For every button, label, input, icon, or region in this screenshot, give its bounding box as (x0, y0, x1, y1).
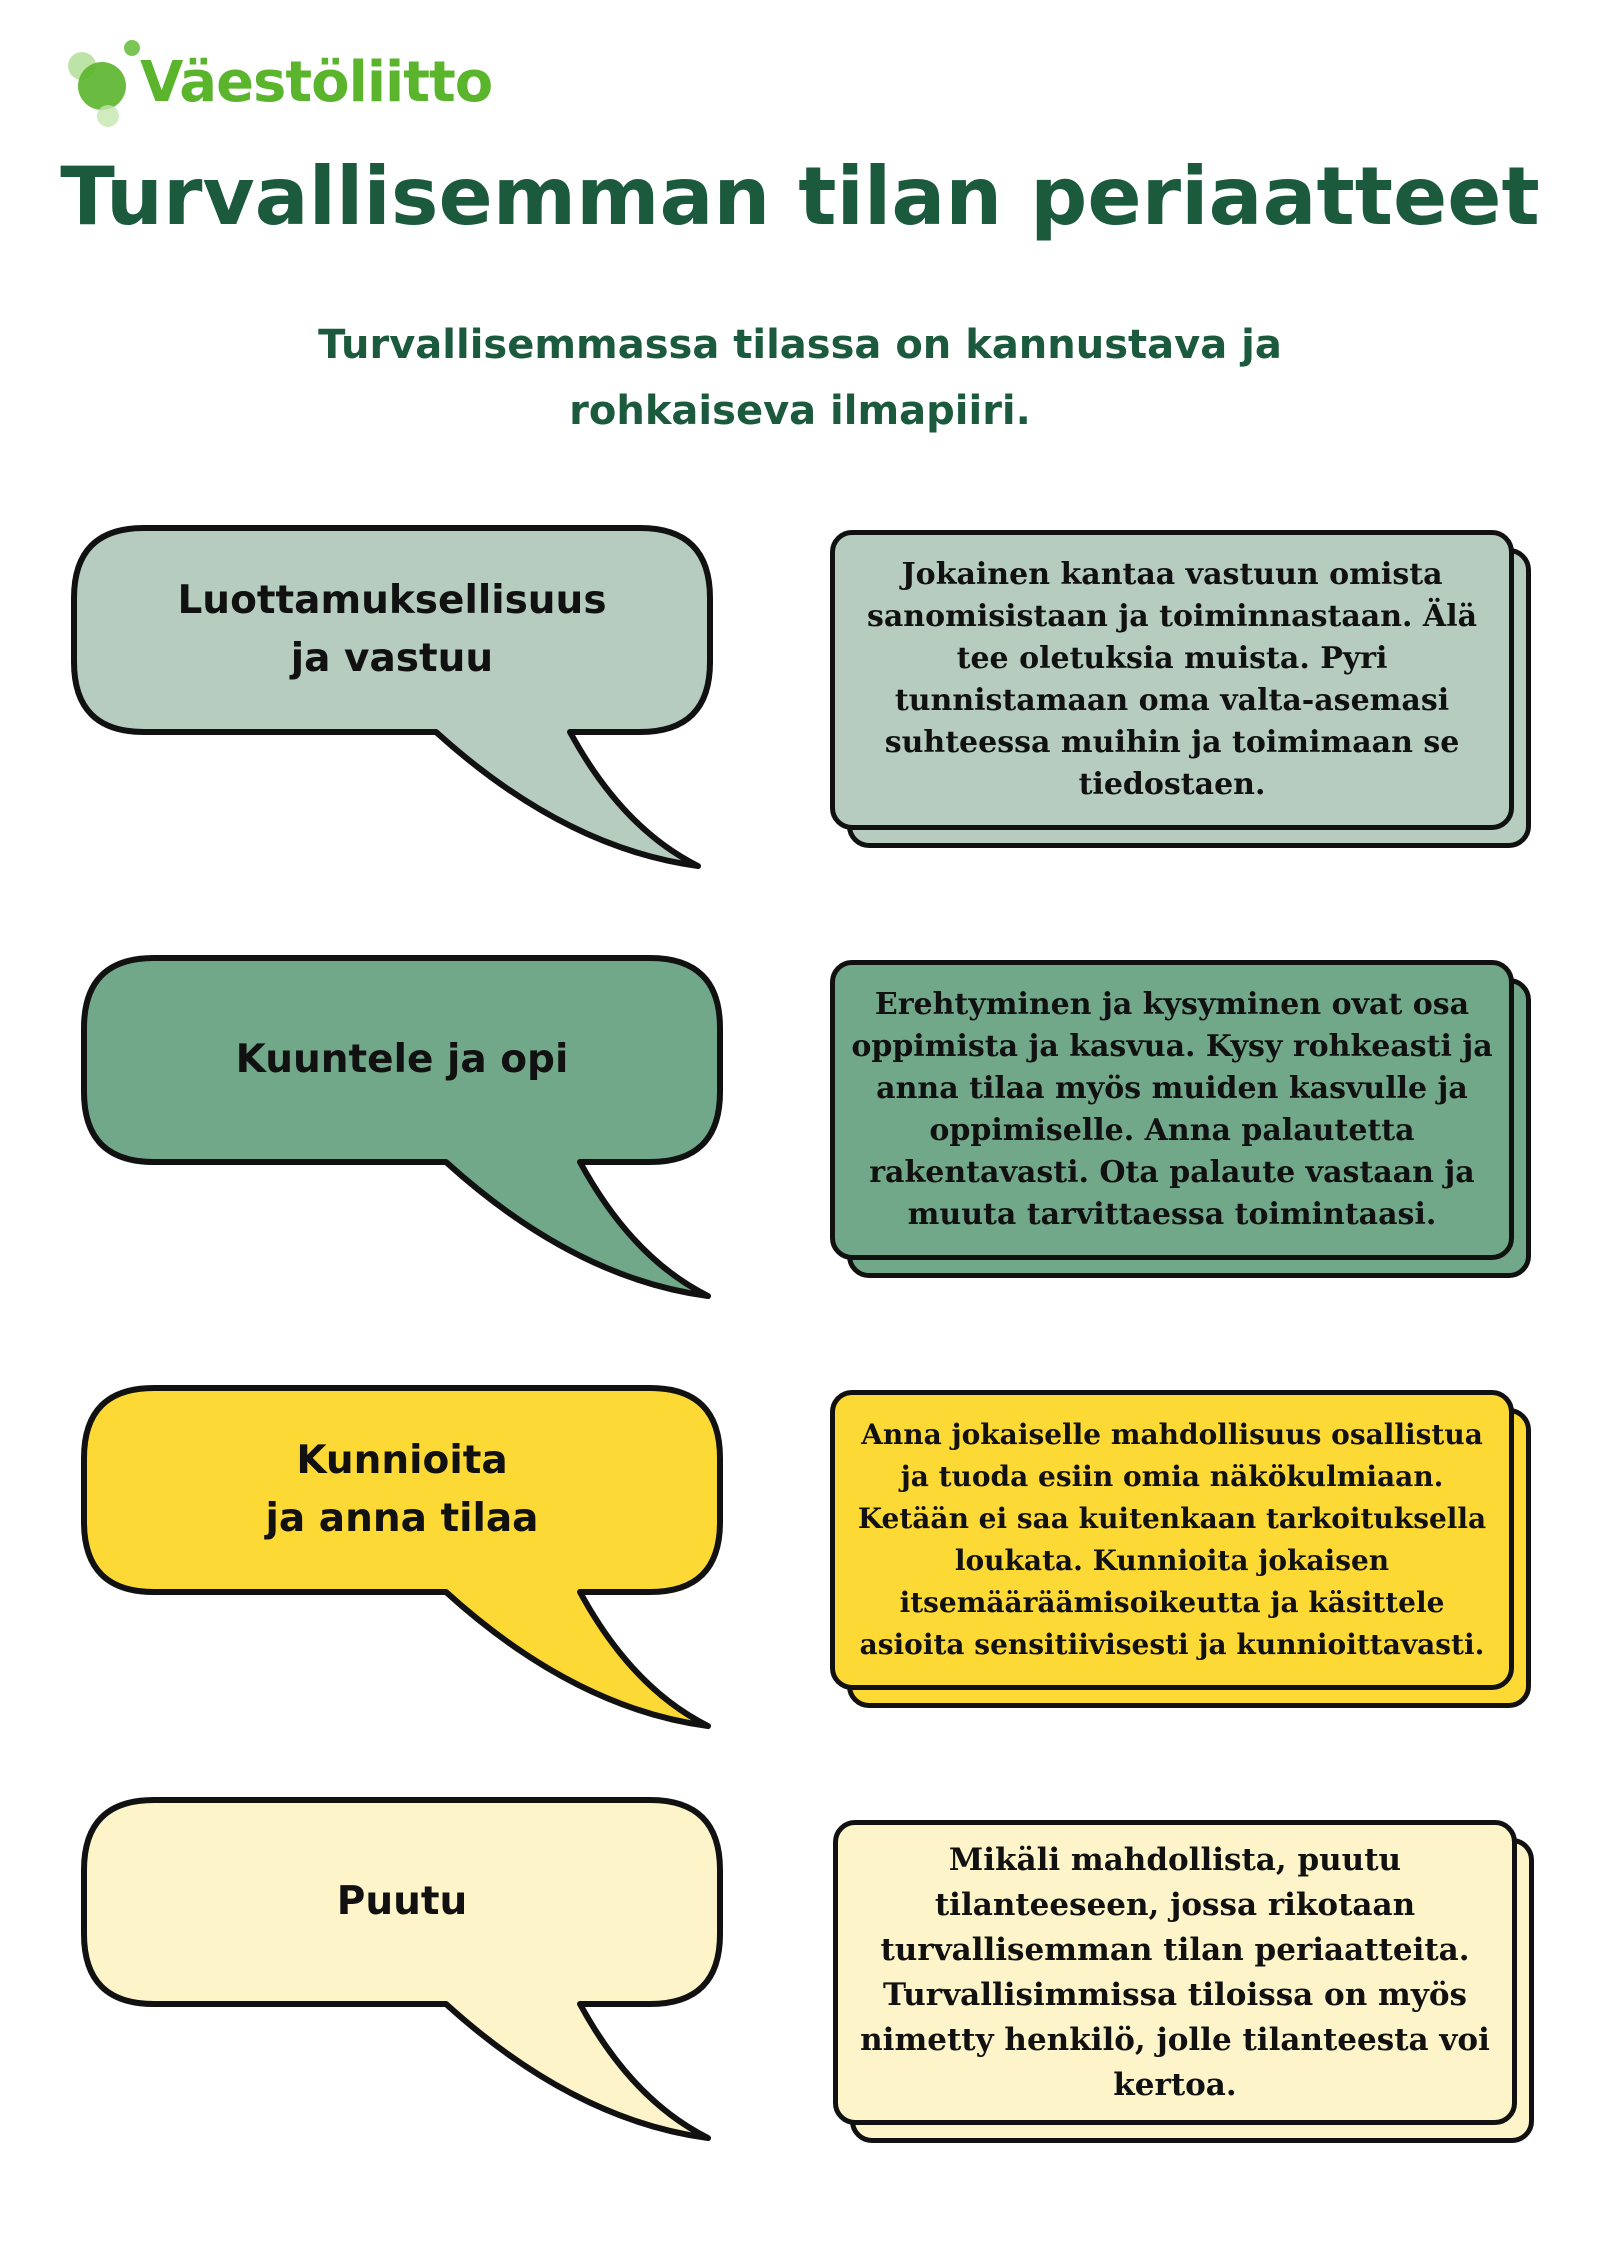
description-card-1 (830, 530, 1514, 830)
principle-heading (84, 1388, 720, 1592)
description-line: itsemääräämisoikeutta ja käsittele (899, 1586, 1445, 1619)
description-line: Ketään ei saa kuitenkaan tarkoituksella (857, 1502, 1487, 1535)
description-line: asioita sensitiivisesti ja kunnioittavasti. (859, 1628, 1485, 1661)
description-line: Turvallisimmissa tiloissa on myös (883, 1976, 1467, 2013)
page-subtitle (200, 312, 1400, 444)
subtitle-line: rohkaiseva ilmapiiri. (569, 388, 1031, 434)
principle-heading (84, 958, 720, 1162)
description-line: muuta tarvittaessa toimintaasi. (907, 1197, 1437, 1232)
speech-bubble-3 (84, 1388, 734, 1728)
description-line: nimetty henkilö, jolle tilanteesta voi (860, 2021, 1490, 2058)
description-line: Erehtyminen ja kysyminen ovat osa (874, 987, 1470, 1022)
principle-heading (84, 1800, 720, 2004)
description-line: tilanteeseen, jossa rikotaan (934, 1886, 1416, 1923)
description-line: tiedostaen. (1078, 767, 1266, 802)
description-line: turvallisemman tilan periaatteita. (880, 1931, 1470, 1968)
description-line: suhteessa muihin ja toimimaan se (884, 725, 1460, 760)
description-line: Anna jokaiselle mahdollisuus osallistua (861, 1418, 1483, 1451)
description-line: ja tuoda esiin omia näkökulmiaan. (900, 1460, 1444, 1493)
principle-heading (74, 528, 710, 732)
description-line: oppimiselle. Anna palautetta (929, 1113, 1415, 1148)
description-line: rakentavasti. Ota palaute vastaan ja (869, 1155, 1475, 1190)
vaestoliitto-logo (60, 36, 493, 130)
description-line: kertoa. (1113, 2066, 1237, 2103)
description-line: anna tilaa myös muiden kasvulle ja (876, 1071, 1468, 1106)
speech-bubble-4 (84, 1800, 734, 2140)
description-line: tee oletuksia muista. Pyri (956, 641, 1388, 676)
description-card-3 (830, 1390, 1514, 1690)
description-line: Mikäli mahdollista, puutu (948, 1841, 1402, 1878)
description-line: loukata. Kunnioita jokaisen (954, 1544, 1390, 1577)
logo-bubbles-icon (60, 36, 150, 130)
principle-heading-line: Kuuntele ja opi (235, 1037, 569, 1082)
description-card-2 (830, 960, 1514, 1260)
principle-description (845, 965, 1499, 1255)
description-line: oppimista ja kasvua. Kysy rohkeasti ja (851, 1029, 1493, 1064)
description-line: tunnistamaan oma valta-asemasi (894, 683, 1450, 718)
logo-wordmark: Väestöliitto (140, 50, 493, 115)
speech-bubble-2 (84, 958, 734, 1298)
principle-heading-line: Luottamuksellisuus (177, 578, 607, 623)
description-card-4 (833, 1820, 1517, 2125)
principle-description (845, 535, 1499, 825)
principle-description (841, 1395, 1503, 1685)
subtitle-line: Turvallisemmassa tilassa on kannustava ja (318, 322, 1282, 368)
principle-heading-line: ja anna tilaa (265, 1496, 539, 1541)
description-line: Jokainen kantaa vastuun omista (901, 557, 1443, 592)
principle-heading-line: Kunnioita (296, 1438, 508, 1483)
page-title: Turvallisemman tilan periaatteet (60, 150, 1540, 243)
description-line: sanomisistaan ja toiminnastaan. Älä (866, 599, 1478, 634)
speech-bubble-1 (74, 528, 724, 868)
principle-heading-line: ja vastuu (290, 636, 494, 681)
principle-heading-line: Puutu (336, 1879, 468, 1924)
principle-description (848, 1825, 1502, 2120)
